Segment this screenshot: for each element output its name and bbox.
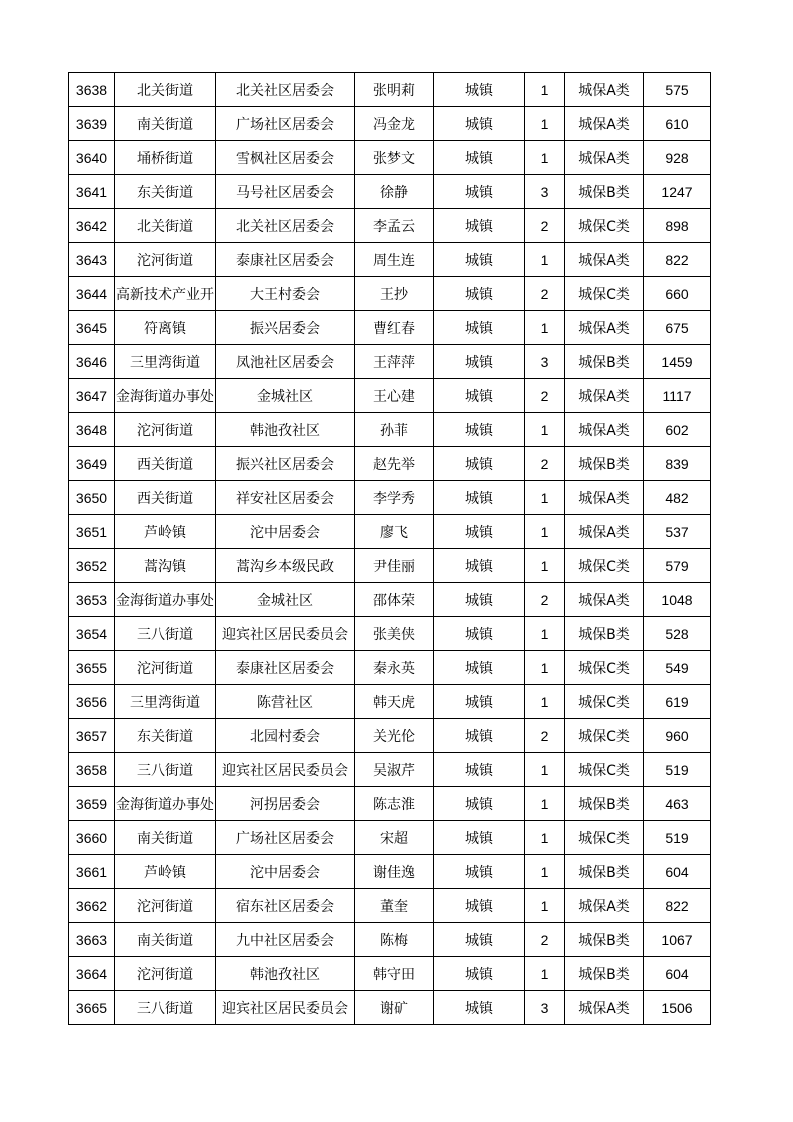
category-cell: 城保B类 <box>565 957 644 991</box>
amount-cell: 1459 <box>644 345 711 379</box>
area-type-cell: 城镇 <box>434 685 525 719</box>
household-count-cell: 1 <box>525 821 565 855</box>
amount-cell: 1506 <box>644 991 711 1025</box>
area-type-cell: 城镇 <box>434 855 525 889</box>
community-cell: 北园村委会 <box>216 719 355 753</box>
table-row <box>69 345 711 379</box>
person-name-cell: 冯金龙 <box>355 107 434 141</box>
area-type-cell: 城镇 <box>434 413 525 447</box>
amount-cell: 960 <box>644 719 711 753</box>
table-row <box>69 243 711 277</box>
row-id-cell: 3663 <box>69 923 115 957</box>
amount-cell: 822 <box>644 889 711 923</box>
amount-cell: 519 <box>644 821 711 855</box>
category-cell: 城保A类 <box>565 311 644 345</box>
community-cell: 北关社区居委会 <box>216 73 355 107</box>
area-type-cell: 城镇 <box>434 753 525 787</box>
street-cell: 南关街道 <box>115 107 216 141</box>
amount-cell: 822 <box>644 243 711 277</box>
household-count-cell: 1 <box>525 107 565 141</box>
table-row <box>69 855 711 889</box>
street-cell: 三里湾街道 <box>115 345 216 379</box>
person-name-cell: 李孟云 <box>355 209 434 243</box>
category-cell: 城保A类 <box>565 73 644 107</box>
street-cell: 符离镇 <box>115 311 216 345</box>
community-cell: 祥安社区居委会 <box>216 481 355 515</box>
amount-cell: 898 <box>644 209 711 243</box>
amount-cell: 549 <box>644 651 711 685</box>
category-cell: 城保C类 <box>565 719 644 753</box>
table-row <box>69 923 711 957</box>
row-id-cell: 3649 <box>69 447 115 481</box>
row-id-cell: 3653 <box>69 583 115 617</box>
area-type-cell: 城镇 <box>434 923 525 957</box>
row-id-cell: 3638 <box>69 73 115 107</box>
table-row <box>69 719 711 753</box>
person-name-cell: 孙菲 <box>355 413 434 447</box>
table-row <box>69 481 711 515</box>
category-cell: 城保C类 <box>565 651 644 685</box>
amount-cell: 928 <box>644 141 711 175</box>
row-id-cell: 3661 <box>69 855 115 889</box>
person-name-cell: 尹佳丽 <box>355 549 434 583</box>
household-count-cell: 1 <box>525 311 565 345</box>
community-cell: 雪枫社区居委会 <box>216 141 355 175</box>
row-id-cell: 3646 <box>69 345 115 379</box>
community-cell: 迎宾社区居民委员会 <box>216 991 355 1025</box>
category-cell: 城保A类 <box>565 141 644 175</box>
person-name-cell: 谢佳逸 <box>355 855 434 889</box>
community-cell: 九中社区居委会 <box>216 923 355 957</box>
household-count-cell: 3 <box>525 175 565 209</box>
household-count-cell: 2 <box>525 923 565 957</box>
household-count-cell: 2 <box>525 379 565 413</box>
amount-cell: 519 <box>644 753 711 787</box>
category-cell: 城保A类 <box>565 991 644 1025</box>
person-name-cell: 邵体荣 <box>355 583 434 617</box>
community-cell: 金城社区 <box>216 583 355 617</box>
person-name-cell: 王心建 <box>355 379 434 413</box>
table-row <box>69 277 711 311</box>
community-cell: 韩池孜社区 <box>216 413 355 447</box>
person-name-cell: 秦永英 <box>355 651 434 685</box>
area-type-cell: 城镇 <box>434 515 525 549</box>
row-id-cell: 3650 <box>69 481 115 515</box>
table-row <box>69 957 711 991</box>
row-id-cell: 3662 <box>69 889 115 923</box>
table-row <box>69 889 711 923</box>
street-cell: 三八街道 <box>115 753 216 787</box>
community-cell: 广场社区居委会 <box>216 821 355 855</box>
amount-cell: 537 <box>644 515 711 549</box>
person-name-cell: 宋超 <box>355 821 434 855</box>
household-count-cell: 3 <box>525 345 565 379</box>
household-count-cell: 2 <box>525 277 565 311</box>
street-cell: 沱河街道 <box>115 957 216 991</box>
household-count-cell: 1 <box>525 957 565 991</box>
person-name-cell: 徐静 <box>355 175 434 209</box>
table-row <box>69 73 711 107</box>
category-cell: 城保C类 <box>565 277 644 311</box>
person-name-cell: 吴淑芹 <box>355 753 434 787</box>
community-cell: 泰康社区居委会 <box>216 243 355 277</box>
person-name-cell: 韩守田 <box>355 957 434 991</box>
category-cell: 城保A类 <box>565 583 644 617</box>
area-type-cell: 城镇 <box>434 73 525 107</box>
person-name-cell: 谢矿 <box>355 991 434 1025</box>
community-cell: 宿东社区居委会 <box>216 889 355 923</box>
amount-cell: 675 <box>644 311 711 345</box>
category-cell: 城保B类 <box>565 447 644 481</box>
household-count-cell: 1 <box>525 413 565 447</box>
amount-cell: 660 <box>644 277 711 311</box>
amount-cell: 604 <box>644 957 711 991</box>
area-type-cell: 城镇 <box>434 311 525 345</box>
row-id-cell: 3660 <box>69 821 115 855</box>
person-name-cell: 关光伦 <box>355 719 434 753</box>
table-row <box>69 515 711 549</box>
table-row <box>69 583 711 617</box>
community-cell: 韩池孜社区 <box>216 957 355 991</box>
community-cell: 河拐居委会 <box>216 787 355 821</box>
area-type-cell: 城镇 <box>434 379 525 413</box>
area-type-cell: 城镇 <box>434 787 525 821</box>
amount-cell: 1117 <box>644 379 711 413</box>
street-cell: 三八街道 <box>115 617 216 651</box>
area-type-cell: 城镇 <box>434 617 525 651</box>
row-id-cell: 3657 <box>69 719 115 753</box>
table-row <box>69 379 711 413</box>
table-row <box>69 787 711 821</box>
row-id-cell: 3651 <box>69 515 115 549</box>
person-name-cell: 廖飞 <box>355 515 434 549</box>
street-cell: 西关街道 <box>115 447 216 481</box>
row-id-cell: 3664 <box>69 957 115 991</box>
area-type-cell: 城镇 <box>434 549 525 583</box>
person-name-cell: 张美侠 <box>355 617 434 651</box>
amount-cell: 604 <box>644 855 711 889</box>
community-cell: 迎宾社区居民委员会 <box>216 753 355 787</box>
row-id-cell: 3645 <box>69 311 115 345</box>
household-count-cell: 2 <box>525 583 565 617</box>
category-cell: 城保C类 <box>565 685 644 719</box>
table-row <box>69 685 711 719</box>
street-cell: 沱河街道 <box>115 413 216 447</box>
amount-cell: 610 <box>644 107 711 141</box>
household-count-cell: 2 <box>525 209 565 243</box>
person-name-cell: 赵先举 <box>355 447 434 481</box>
community-cell: 沱中居委会 <box>216 515 355 549</box>
table-row <box>69 753 711 787</box>
area-type-cell: 城镇 <box>434 107 525 141</box>
person-name-cell: 周生连 <box>355 243 434 277</box>
household-count-cell: 1 <box>525 685 565 719</box>
community-cell: 陈营社区 <box>216 685 355 719</box>
table-row <box>69 311 711 345</box>
street-cell: 高新技术产业开 <box>115 277 216 311</box>
amount-cell: 1247 <box>644 175 711 209</box>
row-id-cell: 3640 <box>69 141 115 175</box>
table-row <box>69 651 711 685</box>
household-count-cell: 1 <box>525 481 565 515</box>
household-count-cell: 1 <box>525 73 565 107</box>
household-count-cell: 1 <box>525 889 565 923</box>
amount-cell: 575 <box>644 73 711 107</box>
amount-cell: 528 <box>644 617 711 651</box>
table-row <box>69 821 711 855</box>
category-cell: 城保C类 <box>565 209 644 243</box>
amount-cell: 579 <box>644 549 711 583</box>
amount-cell: 839 <box>644 447 711 481</box>
row-id-cell: 3642 <box>69 209 115 243</box>
street-cell: 埇桥街道 <box>115 141 216 175</box>
household-count-cell: 1 <box>525 651 565 685</box>
area-type-cell: 城镇 <box>434 957 525 991</box>
table-body <box>69 73 711 1025</box>
person-name-cell: 陈志淮 <box>355 787 434 821</box>
street-cell: 西关街道 <box>115 481 216 515</box>
community-cell: 马号社区居委会 <box>216 175 355 209</box>
category-cell: 城保A类 <box>565 515 644 549</box>
street-cell: 三里湾街道 <box>115 685 216 719</box>
household-count-cell: 1 <box>525 855 565 889</box>
street-cell: 金海街道办事处 <box>115 787 216 821</box>
community-cell: 泰康社区居委会 <box>216 651 355 685</box>
row-id-cell: 3665 <box>69 991 115 1025</box>
street-cell: 东关街道 <box>115 719 216 753</box>
category-cell: 城保A类 <box>565 379 644 413</box>
area-type-cell: 城镇 <box>434 447 525 481</box>
amount-cell: 602 <box>644 413 711 447</box>
category-cell: 城保B类 <box>565 345 644 379</box>
area-type-cell: 城镇 <box>434 719 525 753</box>
street-cell: 芦岭镇 <box>115 855 216 889</box>
table-row <box>69 617 711 651</box>
area-type-cell: 城镇 <box>434 889 525 923</box>
row-id-cell: 3655 <box>69 651 115 685</box>
row-id-cell: 3656 <box>69 685 115 719</box>
street-cell: 三八街道 <box>115 991 216 1025</box>
amount-cell: 619 <box>644 685 711 719</box>
table-row <box>69 107 711 141</box>
street-cell: 金海街道办事处 <box>115 379 216 413</box>
area-type-cell: 城镇 <box>434 991 525 1025</box>
amount-cell: 463 <box>644 787 711 821</box>
street-cell: 沱河街道 <box>115 889 216 923</box>
row-id-cell: 3641 <box>69 175 115 209</box>
community-cell: 金城社区 <box>216 379 355 413</box>
row-id-cell: 3659 <box>69 787 115 821</box>
street-cell: 芦岭镇 <box>115 515 216 549</box>
person-name-cell: 韩天虎 <box>355 685 434 719</box>
person-name-cell: 曹红春 <box>355 311 434 345</box>
amount-cell: 482 <box>644 481 711 515</box>
household-count-cell: 1 <box>525 549 565 583</box>
community-cell: 振兴居委会 <box>216 311 355 345</box>
table-row <box>69 991 711 1025</box>
category-cell: 城保B类 <box>565 617 644 651</box>
table-row <box>69 549 711 583</box>
community-cell: 迎宾社区居民委员会 <box>216 617 355 651</box>
person-name-cell: 王萍萍 <box>355 345 434 379</box>
category-cell: 城保A类 <box>565 413 644 447</box>
street-cell: 东关街道 <box>115 175 216 209</box>
person-name-cell: 董奎 <box>355 889 434 923</box>
row-id-cell: 3644 <box>69 277 115 311</box>
street-cell: 金海街道办事处 <box>115 583 216 617</box>
row-id-cell: 3639 <box>69 107 115 141</box>
street-cell: 北关街道 <box>115 73 216 107</box>
household-count-cell: 3 <box>525 991 565 1025</box>
category-cell: 城保B类 <box>565 175 644 209</box>
category-cell: 城保A类 <box>565 243 644 277</box>
area-type-cell: 城镇 <box>434 821 525 855</box>
amount-cell: 1067 <box>644 923 711 957</box>
area-type-cell: 城镇 <box>434 651 525 685</box>
household-count-cell: 1 <box>525 141 565 175</box>
street-cell: 沱河街道 <box>115 651 216 685</box>
table-row <box>69 141 711 175</box>
data-table <box>68 72 711 1025</box>
person-name-cell: 陈梅 <box>355 923 434 957</box>
person-name-cell: 王抄 <box>355 277 434 311</box>
row-id-cell: 3658 <box>69 753 115 787</box>
area-type-cell: 城镇 <box>434 277 525 311</box>
row-id-cell: 3652 <box>69 549 115 583</box>
household-count-cell: 1 <box>525 243 565 277</box>
category-cell: 城保C类 <box>565 821 644 855</box>
street-cell: 蒿沟镇 <box>115 549 216 583</box>
person-name-cell: 张明莉 <box>355 73 434 107</box>
street-cell: 南关街道 <box>115 821 216 855</box>
street-cell: 沱河街道 <box>115 243 216 277</box>
household-count-cell: 2 <box>525 447 565 481</box>
household-count-cell: 2 <box>525 719 565 753</box>
area-type-cell: 城镇 <box>434 481 525 515</box>
area-type-cell: 城镇 <box>434 583 525 617</box>
row-id-cell: 3643 <box>69 243 115 277</box>
area-type-cell: 城镇 <box>434 141 525 175</box>
community-cell: 北关社区居委会 <box>216 209 355 243</box>
household-count-cell: 1 <box>525 617 565 651</box>
person-name-cell: 张梦文 <box>355 141 434 175</box>
category-cell: 城保A类 <box>565 107 644 141</box>
area-type-cell: 城镇 <box>434 243 525 277</box>
category-cell: 城保B类 <box>565 787 644 821</box>
table-row <box>69 413 711 447</box>
community-cell: 凤池社区居委会 <box>216 345 355 379</box>
table-row <box>69 447 711 481</box>
person-name-cell: 李学秀 <box>355 481 434 515</box>
category-cell: 城保B类 <box>565 923 644 957</box>
street-cell: 北关街道 <box>115 209 216 243</box>
amount-cell: 1048 <box>644 583 711 617</box>
category-cell: 城保C类 <box>565 549 644 583</box>
community-cell: 振兴社区居委会 <box>216 447 355 481</box>
household-count-cell: 1 <box>525 787 565 821</box>
area-type-cell: 城镇 <box>434 209 525 243</box>
community-cell: 大王村委会 <box>216 277 355 311</box>
category-cell: 城保B类 <box>565 855 644 889</box>
community-cell: 沱中居委会 <box>216 855 355 889</box>
area-type-cell: 城镇 <box>434 175 525 209</box>
table-row <box>69 209 711 243</box>
row-id-cell: 3647 <box>69 379 115 413</box>
row-id-cell: 3648 <box>69 413 115 447</box>
household-count-cell: 1 <box>525 515 565 549</box>
category-cell: 城保A类 <box>565 889 644 923</box>
household-count-cell: 1 <box>525 753 565 787</box>
category-cell: 城保A类 <box>565 481 644 515</box>
street-cell: 南关街道 <box>115 923 216 957</box>
community-cell: 广场社区居委会 <box>216 107 355 141</box>
category-cell: 城保C类 <box>565 753 644 787</box>
area-type-cell: 城镇 <box>434 345 525 379</box>
table-row <box>69 175 711 209</box>
community-cell: 蒿沟乡本级民政 <box>216 549 355 583</box>
row-id-cell: 3654 <box>69 617 115 651</box>
